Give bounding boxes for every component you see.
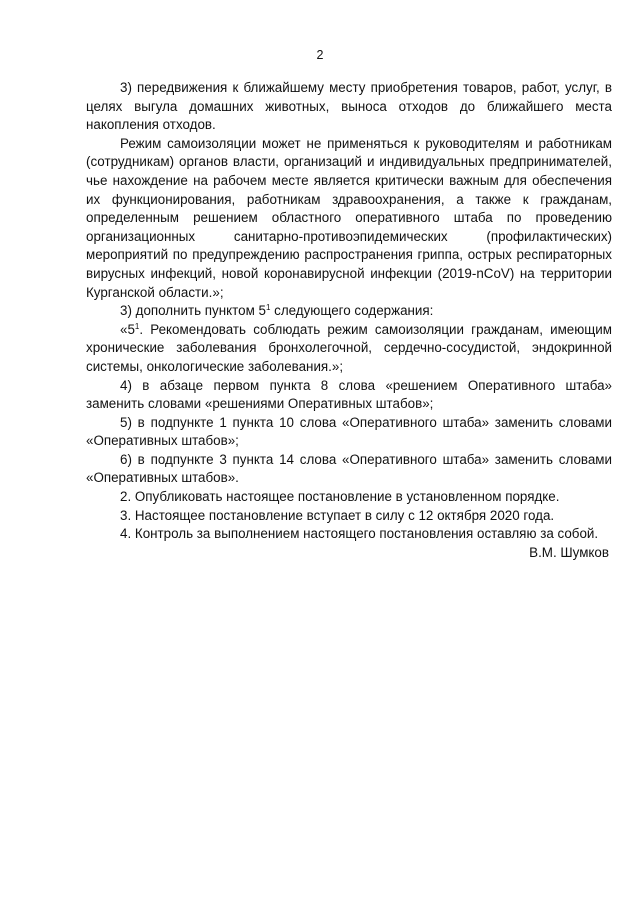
paragraph-add-point-5-1: 3) дополнить пунктом $5^1$ следующего содержания: (120, 303, 434, 319)
paragraph-amend-point-14: 6) в подпункте 3 пункта 14 слова «Оперативного штаба» заменить словами «Оперативных штабов». (86, 451, 612, 486)
paragraph-publication: 2. Опубликовать настоящее постановление в установленном порядке. (120, 489, 560, 505)
paragraph-control: 4. Контроль за выполнением настоящего постановления оставляю за собой. (120, 526, 599, 542)
document-body (86, 79, 612, 544)
paragraph-amend-point-8: 4) в абзаце первом пункта 8 слова «решением Оперативного штаба» заменить словами «решениями Оперативных штабов»; (86, 377, 612, 412)
page-number: 2 (316, 48, 324, 62)
paragraph-amend-point-10: 5) в подпункте 1 пункта 10 слова «Оперативного штаба» заменить словами «Оперативных штабов»; (86, 414, 612, 449)
paragraph-effective-date: 3. Настоящее постановление вступает в силу с 12 октября 2020 года. (120, 507, 555, 523)
signature-name: В.М. Шумков (529, 545, 609, 560)
paragraph-point-5-1-text: «$5^1$. Рекомендовать соблюдать режим самоизоляции гражданам, имеющим хронические заболевания бронхолегочной, сердечно-сосудистой, эндокринной системы, онкологические заболевания.»; (86, 321, 612, 374)
paragraph-subitem-3-movement: 3) передвижения к ближайшему месту приобретения товаров, работ, услуг, в целях выгула домашних животных, выноса отходов до ближайшего места накопления отходов. (86, 80, 612, 133)
paragraph-self-isolation-exemption: Режим самоизоляции может не применяться к руководителям и работникам (сотрудникам) органов власти, организаций и индивидуальных предпринимателей, чье нахождение на рабочем месте является критически важным для обеспечения их функционирования, работникам здравоохранения, а также к гражданам, определенным решением областного оперативного штаба по проведению организационных санитарно-противоэпидемических (профилактических) мероприятий по предупреждению распространения гриппа, острых респираторных вирусных инфекций, новой коронавирусной инфекции (2019-nCoV) на территории Курганской области.»; (86, 135, 612, 300)
